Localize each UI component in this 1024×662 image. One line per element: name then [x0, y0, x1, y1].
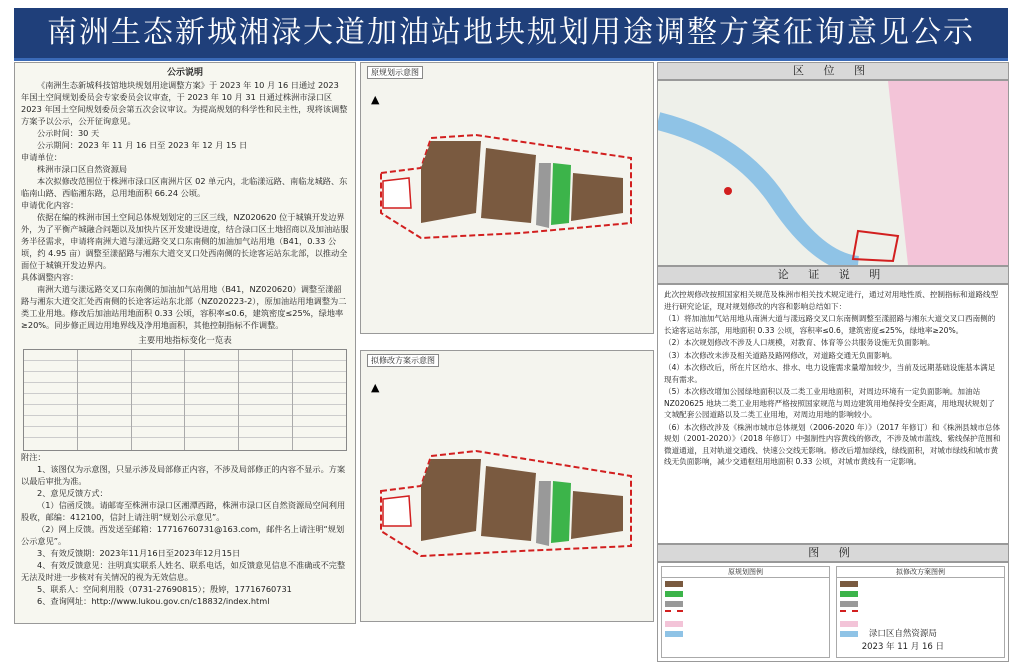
discussion-text: [657, 284, 1009, 544]
notice-heading: 公示说明: [166, 68, 203, 78]
parcel-brown: [421, 141, 481, 223]
right-panel: [657, 62, 1009, 647]
parcel-brown: [571, 173, 623, 221]
remark-item: （1）信函反馈。请邮寄至株洲市渌口区湘潭西路，株洲市渌口区自然资源局空间利用股收，邮编：412100，信封上请注明“规划公示意见”。: [21, 500, 346, 522]
legend-proposed-label: 拟修改方案图例: [837, 567, 1004, 578]
parcel-brown: [481, 466, 536, 541]
parcel-brown: [421, 459, 481, 541]
proposed-plan-map: [360, 350, 654, 622]
footer: [862, 628, 944, 654]
original-map-drawing: [361, 63, 653, 333]
adjust-label: 具体调整内容：: [21, 272, 79, 282]
notice-date-range: 公示期间：2023 年 11 月 16 日至 2023 年 12 月 15 日: [37, 140, 248, 150]
legend-original: [661, 566, 830, 658]
legend-original-label: 原规划图例: [662, 567, 829, 578]
footer-org: 渌口区自然资源局: [868, 629, 937, 639]
location-pin-icon: [724, 187, 732, 195]
land-use-table: [23, 349, 347, 451]
discussion-paragraph: （5）本次修改增加公园绿地面积以及二类工业用地面积，对周边环境有一定负面影响。加油站 NZ020625 地块二类工业用地将严格按照国家规范与周边建筑用地保持安全距离，用地现状规划了文城配套公园道路以及二类工业用地，对周边用地的影响较小。: [664, 387, 995, 419]
north-arrow-icon: ▲: [371, 93, 380, 106]
remark-item: 2、意见反馈方式：: [37, 488, 108, 498]
remark-item: 3、有效反馈期：2023年11月16日至2023年12月15日: [37, 548, 241, 558]
discussion-paragraph: （4）本次修改后，所在片区给水、排水、电力设施需求量增加较少，当前及远期基础设施基本满足现有需求。: [664, 363, 996, 384]
remarks-label: 附注：: [21, 452, 46, 462]
original-plan-map: [360, 62, 654, 334]
footer-date: 2023 年 11 月 16 日: [861, 642, 944, 652]
discussion-heading: 论 证 说 明: [657, 266, 1009, 284]
north-arrow-icon: ▲: [371, 381, 380, 394]
parcel-brown: [481, 148, 536, 223]
plan-maps: [360, 62, 652, 622]
discussion-paragraph: （3）本次修改未涉及相关道路及路网修改，对道路交通无负面影响。: [664, 350, 897, 360]
location-heading: 区 位 图: [657, 62, 1009, 80]
proposed-map-label: 拟修改方案示意图: [367, 354, 439, 367]
parcel-white: [383, 496, 411, 526]
parcel-grey: [536, 163, 551, 228]
notice-panel: [14, 62, 356, 624]
table-title: 主要用地指标变化一览表: [138, 336, 232, 346]
remark-item: 5、联系人：空间利用股（0731-27690815）；殷婷，17716760731: [37, 584, 292, 594]
scope-text: 本次拟修改范围位于株洲市渌口区南洲片区 02 单元内，北临漾远路、南临龙城路、东临南山路、西临湘东路，总用地面积 66.24 公顷。: [21, 176, 348, 198]
discussion-paragraph: （6）本次修改涉及《株洲市城市总体规划（2006-2020 年）》（2017 年修订）和《株洲县城市总体规划（2001-2020）》（2018 年修订）中强制性内容黄线的修改，不涉及城市蓝线、紫线保护范围和微道通道，且对轨道交通线、快速公交线无影响。修改后增加绿线，绿线面积，对城市绿线和城市黄线无负面影响，减少交通枢纽用地面积 0.33 公顷，对城市黄线有一定影响。: [664, 422, 1001, 466]
location-map-drawing: [658, 81, 1009, 265]
parcel-green: [551, 163, 571, 225]
proposed-map-drawing: [361, 351, 653, 621]
applicant-name: 株洲市渌口区自然资源局: [37, 164, 128, 174]
location-map: [657, 80, 1009, 266]
urban-area: [888, 81, 1009, 265]
notice-intro: 《南洲生态新城科技馆地块规划用途调整方案》于 2023 年 10 月 16 日通过 2023 年国土空间规划委员会专家委员会议审查，于 2023 年 10 月 31 日通过株洲市渌口区 2023 年国土空间规划委员会第五次会议审议。为提高规划的科学性和民主性，现将该调整方案予以公示，公开征询意见。: [21, 80, 348, 126]
legend-panel: [657, 562, 1009, 662]
remark-item: 6、查询网址：http://www.lukou.gov.cn/c18832/index.html: [37, 596, 270, 606]
parcel-grey: [536, 481, 551, 546]
page-title: 南洲生态新城湘渌大道加油站地块规划用途调整方案征询意见公示: [14, 8, 1008, 61]
parcel-white: [383, 178, 411, 208]
remark-item: 1、该图仅为示意图，只显示涉及局部修正内容，不涉及局部修正的内容不显示。方案以最后审批为准。: [21, 464, 346, 486]
discussion-paragraph: （2）本次规划修改不涉及人口规模，对教育、体育等公共服务设施无负面影响。: [664, 338, 935, 347]
parcel-green: [551, 481, 571, 543]
applicant-label: 申请单位：: [21, 152, 62, 162]
reason-text: 依据在编的株洲市国土空间总体规划划定的三区三线，NZ020620 位于城镇开发边界外，为了平衡产城融合问题以及加快片区开发建设进度，结合渌口区土地招商以及加油站服务半径需求，申请将南洲大道与漾远路交叉口东南侧的加油加气站用地（B41，0.33 公顷，约 4.95 亩）调整至漾韶路与湘东大道交叉口处西南侧的长途客运站东北部，以推动全面位于城镇开发边界内。: [21, 212, 349, 270]
discussion-paragraph: （1）将加油加气站用地从南洲大道与漾远路交叉口东南侧调整至漾韶路与湘东大道交叉口西南侧的长途客运站东部，用地面积 0.33 公顷，容积率≤0.6，建筑密度≤25%，绿地率≥20%。: [664, 314, 996, 335]
remark-item: 4、有效反馈意见：注明真实联系人姓名、联系电话，如反馈意见信息不准确或不完整无法及时进一步核对有关情况的视为无效信息。: [21, 560, 346, 582]
adjust-text: 南洲大道与漾远路交叉口东南侧的加油加气站用地（B41，NZ020620）调整至漾韶路与湘东大道交汇处西南侧的长途客运站东北部（NZ020223-2），原加油站用地调整为二类工业用地。修改后加油站用地面积 0.33 公顷，容积率≤0.6，建筑密度≤25%，绿地率≥20%。同步修正周边用地界线及净用地面积，其他控制指标不作调整。: [21, 284, 347, 330]
reason-label: 申请优化内容：: [21, 200, 79, 210]
notice-period: 公示时间：30 天: [37, 128, 100, 138]
remark-item: （2）网上反馈。西发送至邮箱：17716760731@163.com，邮件名上请注明“规划公示意见”。: [21, 524, 345, 546]
discussion-paragraph: 此次控规修改按照国家相关规范及株洲市相关技术规定进行，通过对用地性质、控制指标和道路线型进行研究论证，现对规划修改的内容和影响总结如下：: [664, 290, 999, 311]
parcel-brown: [571, 491, 623, 539]
original-map-label: 原规划示意图: [367, 66, 423, 79]
legend-heading: 图 例: [657, 544, 1009, 562]
